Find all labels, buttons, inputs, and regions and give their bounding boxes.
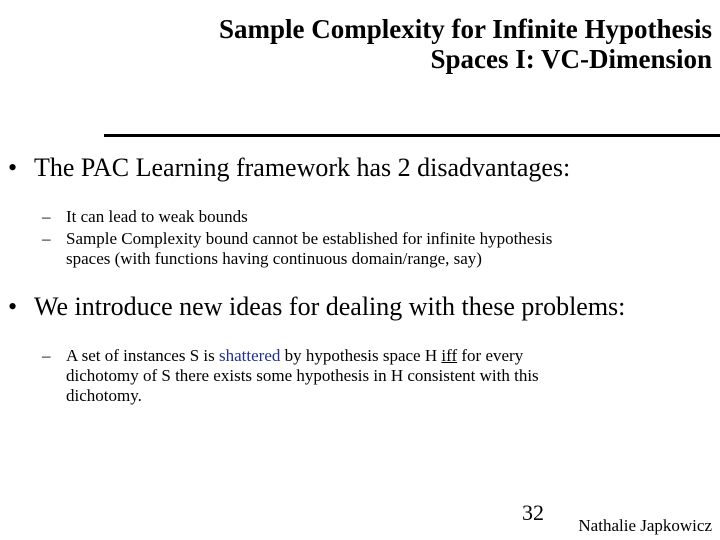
sub-bullet-infinite-spaces [42, 229, 552, 269]
definition-text-start: A set of instances S is [66, 346, 219, 365]
bullet-marker: • [8, 153, 18, 182]
sub-bullet-text: It can lead to weak bounds [66, 207, 248, 226]
bullet-marker: • [8, 292, 18, 321]
title-line-1: Sample Complexity for Infinite Hypothesis [218, 14, 712, 44]
bullet-new-ideas [8, 292, 625, 322]
sub-bullet-marker: – [42, 229, 51, 248]
page-number: 32 [522, 500, 544, 525]
bullet-text: The PAC Learning framework has 2 disadvantages: [34, 153, 571, 182]
sub-bullet-shattered-definition [42, 346, 539, 406]
iff-term: iff [441, 346, 458, 365]
definition-line-3: dichotomy. [66, 386, 142, 405]
definition-text-end: for every [457, 346, 524, 365]
title-divider [104, 134, 720, 137]
sub-bullet-marker: – [42, 207, 51, 226]
slide-title [219, 14, 712, 74]
sub-bullet-text-line-2: spaces (with functions having continuous domain/range, say) [66, 249, 482, 268]
definition-text-middle: by hypothesis space H [280, 346, 442, 365]
sub-bullet-text-line-1: Sample Complexity bound cannot be established for infinite hypothesis [66, 229, 553, 248]
shattered-term: shattered [219, 346, 281, 365]
sub-bullet-marker: – [42, 346, 51, 365]
bullet-text: We introduce new ideas for dealing with these problems: [34, 292, 626, 321]
author-name: Nathalie Japkowicz [578, 516, 712, 535]
definition-line-2: dichotomy of S there exists some hypothesis in H consistent with this [66, 366, 539, 385]
sub-bullet-weak-bounds [42, 207, 248, 227]
bullet-disadvantages [8, 153, 570, 183]
title-line-2: Spaces I: VC-Dimension [430, 44, 712, 74]
